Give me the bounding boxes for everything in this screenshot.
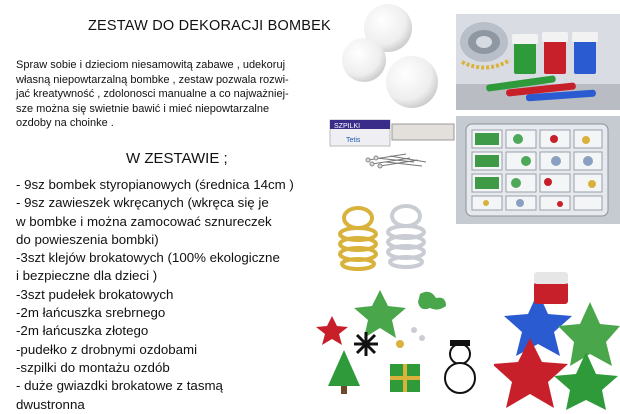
list-item: dwustronna bbox=[16, 396, 85, 412]
list-item: -pudełko z drobnymi ozdobami bbox=[16, 341, 198, 357]
contents-heading: W ZESTAWIE ; bbox=[126, 150, 228, 167]
pins-box-photo bbox=[328, 118, 456, 170]
list-item: -szpilki do montażu ozdób bbox=[16, 359, 170, 375]
intro-line: Spraw sobie i dzieciom niesamowitą zabawe , udekoruj bbox=[16, 59, 286, 71]
list-item: - 9sz zawieszek wkręcanych (wkręca się je bbox=[16, 195, 269, 211]
intro-text bbox=[16, 58, 346, 131]
screw-hangers-photo bbox=[328, 196, 456, 284]
intro-line: jać kreatywność , zdolonosci manualne a co najważniej- bbox=[16, 88, 289, 101]
page-title: ZESTAW DO DEKORACJI BOMBEK bbox=[88, 18, 331, 34]
list-item: - duże gwiazdki brokatowe z tasmą bbox=[16, 378, 223, 394]
glitter-stars-photo bbox=[494, 262, 620, 410]
list-item: w bombke i można zamocować sznureczek bbox=[16, 213, 272, 229]
list-item: -2m łańcuszka złotego bbox=[16, 323, 149, 339]
styrofoam-balls-photo bbox=[342, 2, 454, 114]
intro-line: własną niepowtarzalną bombke , zestaw pozwala rozwi- bbox=[16, 73, 289, 86]
list-item: -3szt pudełek brokatowych bbox=[16, 286, 174, 302]
list-item: i bezpieczne dla dzieci ) bbox=[16, 268, 158, 284]
list-item: -2m łańcuszka srebrnego bbox=[16, 305, 166, 321]
list-item: - 9sz bombek styropianowych (średnica 14cm ) bbox=[16, 177, 294, 192]
list-item: -3szt klejów brokatowych (100% ekologiczne bbox=[16, 250, 280, 266]
intro-line: ozdoby na choinke . bbox=[16, 117, 114, 130]
glitter-kit-photo bbox=[456, 14, 620, 110]
list-item: do powieszenia bombki) bbox=[16, 231, 159, 247]
pins-box-brand: Tetis bbox=[346, 137, 361, 144]
intro-line: sze można się swietnie bawić i mieć niepowtarzalne bbox=[16, 102, 270, 115]
pins-box-label: SZPILKI bbox=[334, 123, 361, 130]
contents-list bbox=[16, 176, 294, 414]
glitter-ornaments-photo bbox=[310, 286, 492, 410]
organizer-box-photo bbox=[456, 116, 620, 224]
